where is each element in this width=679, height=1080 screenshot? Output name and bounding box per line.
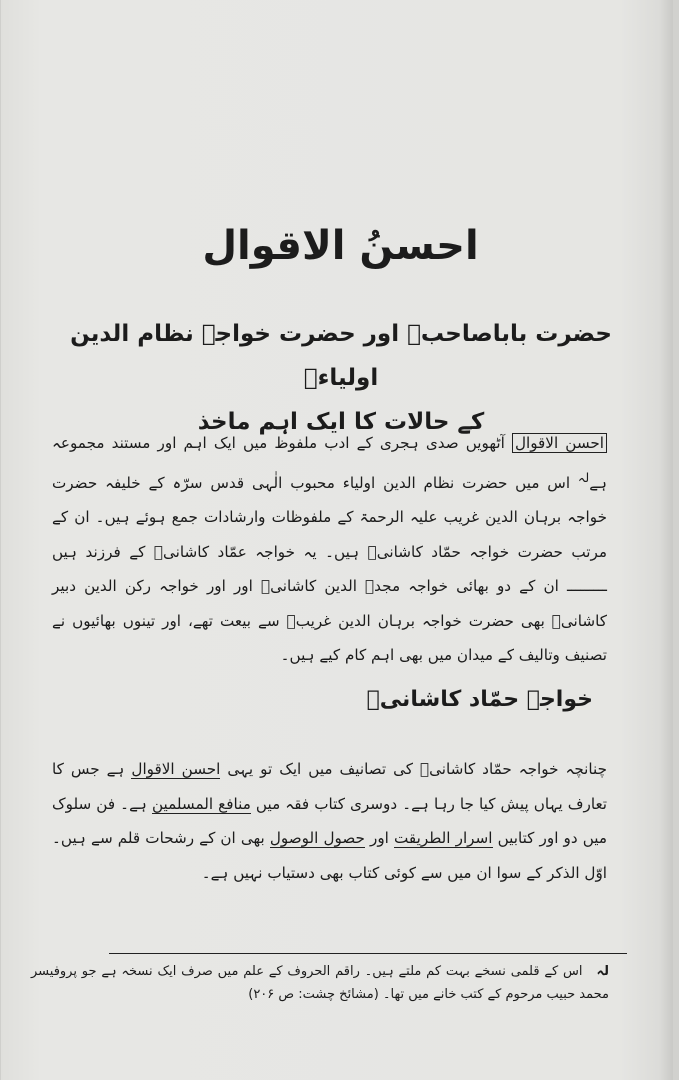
footnote-reference: لہ (577, 469, 590, 485)
boxed-book-title: احسن الاقوال (512, 433, 607, 453)
page-title: احسنُ الاقوال (202, 223, 479, 269)
underlined-book-title-3: اسرار الطریقت (394, 829, 493, 847)
works-text-1: چنانچہ خواجہ حمّاد کاشانیؒ کی تصانیف میں ایک تو یہی (220, 760, 607, 778)
footnote-divider (109, 953, 627, 954)
intro-text-rest: اس میں حضرت نظام الدین اولیاء محبوب الٰہی قدس سرّہ کے خلیفہ حضرت خواجہ برہان الدین غریب علیہ الرحمۃ کے ملفوظات وارشادات جمع ہوئے ہیں۔ ان کے مرتب حضرت خواجہ حمّاد کاشانیؒ ہیں۔ یہ خواجہ عمّاد کاشانیؒ کے فرزند ہیں ـــــــــ ان کے دو بھائی خواجہ مجدؔ الدین کاشانیؒ اور اور خواجہ رکن الدین دبیر کاشانیؒ بھی حضرت خواجہ برہان الدین غریبؒ سے بیعت تھے، اور تینوں بھائیوں نے تصنیف وتالیف کے میدان میں بھی اہم کام کیے ہیں۔ (52, 473, 607, 665)
works-text-3: ہے۔ فن سلوک میں دو اور کتابیں (52, 794, 607, 847)
intro-paragraph (52, 426, 607, 673)
subtitle-line-1: حضرت باباصاحبؒ اور حضرت خواجہ نظام الدین اولیاءؒ (70, 321, 612, 391)
footnote-marker: لہ (596, 964, 609, 979)
works-text-5: بھی ان کے رشحات قلم سے ہیں۔ اوّل الذکر کے سوا ان میں سے کوئی کتاب بھی دستیاب نہیں ہے۔ (52, 829, 607, 882)
intro-text-start: آٹھویں صدی ہجری کے ادب ملفوظ میں ایک اہم اور مستند مجموعہ ہے (52, 434, 607, 492)
works-text-2: ہے جس کا تعارف یہاں پیش کیا جا رہا ہے۔ دوسری کتاب فقہ میں (52, 760, 608, 813)
page-subtitle (61, 312, 621, 444)
footnote (31, 960, 609, 1006)
underlined-book-title-4: حصول الوصول (269, 829, 365, 847)
works-text-4: اور (364, 829, 394, 847)
footnote-text: اس کے قلمی نسخے بہت کم ملتے ہیں۔ راقم الحروف کے علم میں صرف ایک نسخہ ہے جو پروفیسر محمد حبیب مرحوم کے کتب خانے میں تھا۔ (مشائخ چشت: ص ۲۰۶) (31, 964, 609, 1002)
underlined-book-title-1: احسن الاقوال (131, 760, 221, 778)
underlined-book-title-2: منافع المسلمین (151, 794, 251, 813)
works-paragraph (52, 752, 607, 890)
section-heading: خواجہ حمّاد کاشانیؒ (366, 687, 593, 712)
subtitle-line-2: کے حالات کا ایک اہم ماخذ (197, 409, 485, 435)
